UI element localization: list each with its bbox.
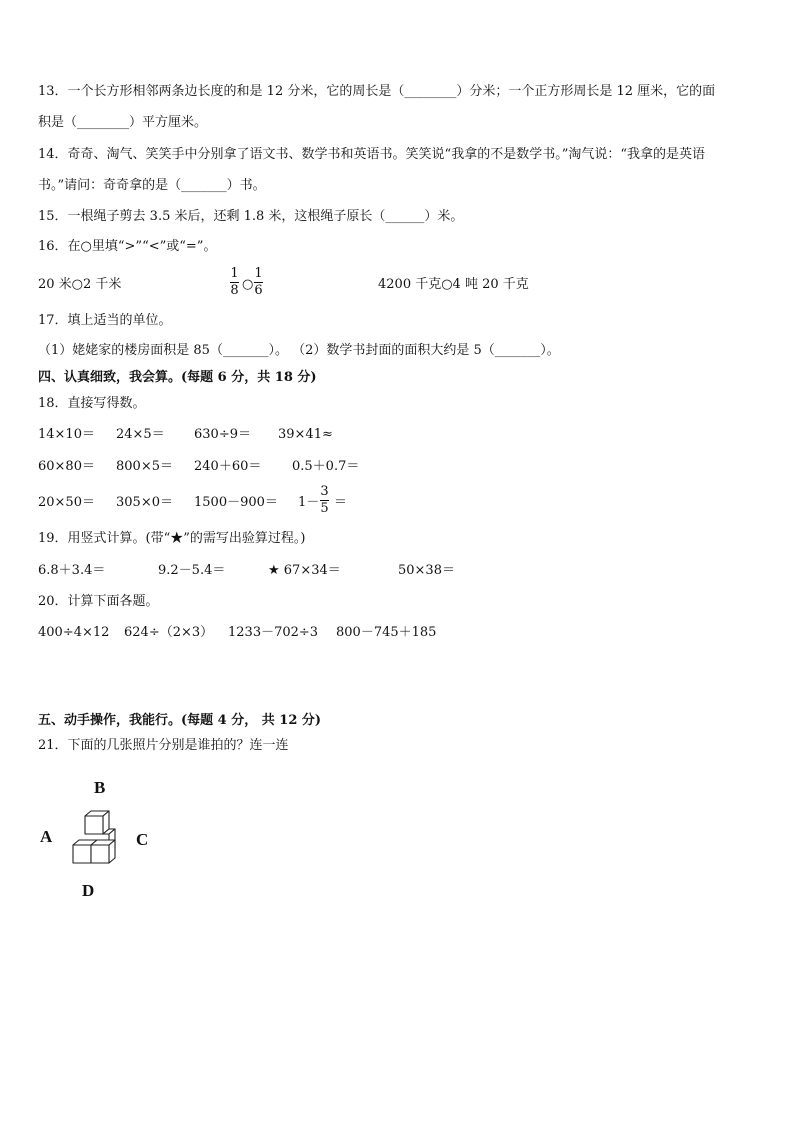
q19-item4: 50×38＝	[398, 563, 455, 578]
fraction-denominator: 5	[320, 501, 329, 516]
q18-r2-c3: 240＋60＝	[194, 459, 262, 474]
q20-item3: 1233－702÷3	[228, 625, 319, 640]
fraction-denominator: 6	[254, 283, 263, 298]
label-b: B	[94, 778, 106, 797]
q19-item2: 9.2－5.4＝	[158, 563, 226, 578]
fraction-numerator: 1	[230, 266, 239, 281]
q16-fraction-b	[254, 266, 263, 299]
q18-r1-c3: 630÷9＝	[194, 427, 251, 442]
q18-r3-c4-prefix: 1－	[298, 495, 320, 510]
q20-item2: 624÷（2×3）	[124, 625, 214, 640]
q16-item3: 4200 千克○4 吨 20 千克	[378, 277, 529, 292]
stacked-cubes-icon	[68, 808, 124, 868]
label-c: C	[136, 830, 149, 849]
q21-title: 21．下面的几张照片分别是谁拍的？连一连	[38, 738, 289, 753]
q15-text: 15．一根绳子剪去 3.5 米后，还剩 1.8 米，这根绳子原长（______）米。	[38, 209, 464, 224]
q19-item3: ★ 67×34＝	[268, 563, 341, 578]
q13-line2: 积是（________）平方厘米。	[38, 115, 208, 130]
q19-title: 19．用竖式计算。(带“★”的需写出验算过程。)	[38, 531, 306, 546]
section5-heading: 五、动手操作，我能行。(每题 4 分， 共 12 分)	[38, 713, 322, 728]
fraction-numerator: 3	[320, 484, 329, 499]
q18-r3-c4-suffix: ＝	[334, 495, 348, 510]
q18-r1-c2: 24×5＝	[116, 427, 165, 442]
q18-r3-fraction	[320, 484, 329, 517]
q18-r2-c4: 0.5＋0.7＝	[292, 459, 360, 474]
q17-items: （1）姥姥家的楼房面积是 85（_______）。 （2）数学书封面的面积大约是 5（_______）。	[38, 343, 560, 358]
q18-r1-c4: 39×41≈	[278, 427, 333, 442]
q18-r2-c2: 800×5＝	[116, 459, 173, 474]
q18-title: 18．直接写得数。	[38, 396, 146, 411]
q18-r3-c3: 1500－900＝	[194, 495, 278, 510]
label-a: A	[40, 827, 53, 846]
q18-r2-c1: 60×80＝	[38, 459, 95, 474]
fraction-numerator: 1	[254, 266, 263, 281]
q13-line1: 13．一个长方形相邻两条边长度的和是 12 分米，它的周长是（________）分米；一个正方形周长是 12 厘米，它的面	[38, 84, 716, 99]
q20-title: 20．计算下面各题。	[38, 594, 159, 609]
q20-item4: 800－745＋185	[336, 625, 437, 640]
q18-r3-c1: 20×50＝	[38, 495, 95, 510]
q14-line2: 书。”请问：奇奇拿的是（_______）书。	[38, 178, 266, 193]
q19-item1: 6.8＋3.4＝	[38, 563, 106, 578]
q18-r1-c1: 14×10＝	[38, 427, 95, 442]
q16-compare-circle: ○	[242, 277, 254, 292]
section4-heading: 四、认真细致，我会算。(每题 6 分，共 18 分)	[38, 370, 317, 385]
q18-r3-c2: 305×0＝	[116, 495, 173, 510]
q16-title: 16．在○里填“>”“<”或“=”。	[38, 239, 217, 254]
fraction-denominator: 8	[230, 283, 239, 298]
label-d: D	[82, 881, 95, 900]
q16-fraction-a	[230, 266, 239, 299]
q20-item1: 400÷4×12	[38, 625, 110, 640]
q14-line1: 14．奇奇、淘气、笑笑手中分别拿了语文书、数学书和英语书。笑笑说“我拿的不是数学书。”淘气说：“我拿的是英语	[38, 147, 705, 162]
q16-item1: 20 米○2 千米	[38, 277, 122, 292]
q17-title: 17．填上适当的单位。	[38, 313, 172, 328]
